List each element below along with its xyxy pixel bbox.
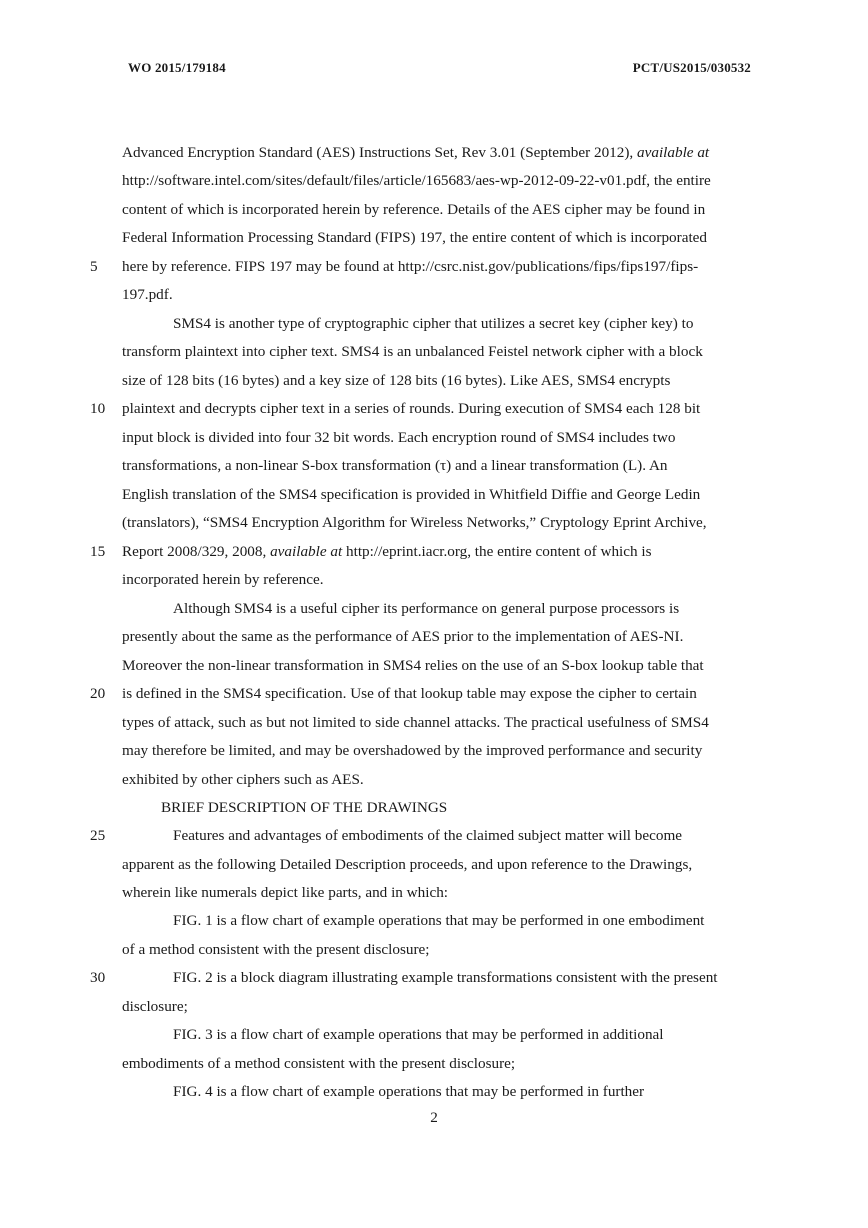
page-number: 2 xyxy=(430,1109,438,1126)
text-line: presently about the same as the performance of AES prior to the implementation of AES-NI. xyxy=(122,628,684,645)
text-line: embodiments of a method consistent with the present disclosure; xyxy=(122,1055,516,1072)
application-number: PCT/US2015/030532 xyxy=(632,60,751,75)
text-line: input block is divided into four 32 bit words. Each encryption round of SMS4 includes two xyxy=(122,429,676,446)
line-number: 20 xyxy=(90,685,106,702)
line-number: 10 xyxy=(90,400,106,417)
italic-phrase: available at xyxy=(637,144,710,161)
text-line: transform plaintext into cipher text. SMS4 is an unbalanced Feistel network cipher with a block xyxy=(122,343,703,360)
text-line: may therefore be limited, and may be overshadowed by the improved performance and security xyxy=(122,742,703,759)
text-line: disclosure; xyxy=(122,998,188,1015)
text-line: is defined in the SMS4 specification. Use of that lookup table may expose the cipher to certain xyxy=(122,685,697,702)
text-line: Report 2008/329, 2008, available at http://eprint.iacr.org, the entire content of which is xyxy=(122,543,652,560)
text-line: FIG. 2 is a block diagram illustrating example transformations consistent with the present xyxy=(173,969,718,986)
text-line: Federal Information Processing Standard (FIPS) 197, the entire content of which is incorporated xyxy=(122,229,708,246)
text-line: wherein like numerals depict like parts, and in which: xyxy=(122,884,449,901)
text-line: Advanced Encryption Standard (AES) Instructions Set, Rev 3.01 (September 2012), available at xyxy=(122,144,710,161)
text-line: size of 128 bits (16 bytes) and a key size of 128 bits (16 bytes). Like AES, SMS4 encrypts xyxy=(122,372,671,389)
text-line: of a method consistent with the present disclosure; xyxy=(122,941,430,958)
text-line: FIG. 4 is a flow chart of example operations that may be performed in further xyxy=(173,1083,645,1100)
text-line: exhibited by other ciphers such as AES. xyxy=(122,771,364,788)
text-line: Features and advantages of embodiments of the claimed subject matter will become xyxy=(173,827,683,844)
text-line: types of attack, such as but not limited to side channel attacks. The practical usefulness of SMS4 xyxy=(122,714,709,731)
text-line: FIG. 1 is a flow chart of example operations that may be performed in one embodiment xyxy=(173,912,705,929)
text-line: content of which is incorporated herein by reference. Details of the AES cipher may be found in xyxy=(122,201,706,218)
text-line: SMS4 is another type of cryptographic cipher that utilizes a secret key (cipher key) to xyxy=(173,315,694,332)
line-number: 15 xyxy=(90,543,106,560)
text-line: FIG. 3 is a flow chart of example operations that may be performed in additional xyxy=(173,1026,664,1043)
text-line: here by reference. FIPS 197 may be found at http://csrc.nist.gov/publications/fips/fips197/fips- xyxy=(122,258,699,275)
text-line: Moreover the non-linear transformation in SMS4 relies on the use of an S-box lookup table that xyxy=(122,657,704,674)
text-line: (translators), “SMS4 Encryption Algorithm for Wireless Networks,” Cryptology Eprint Archive, xyxy=(122,514,707,531)
section-heading: BRIEF DESCRIPTION OF THE DRAWINGS xyxy=(161,799,448,816)
text-line: incorporated herein by reference. xyxy=(122,571,324,588)
line-number: 30 xyxy=(90,969,106,986)
text-line: apparent as the following Detailed Description proceeds, and upon reference to the Drawings, xyxy=(122,856,693,873)
italic-phrase: available at xyxy=(270,543,343,560)
text-line: Although SMS4 is a useful cipher its performance on general purpose processors is xyxy=(173,600,680,617)
text-line: 197.pdf. xyxy=(122,286,173,303)
text-line: plaintext and decrypts cipher text in a series of rounds. During execution of SMS4 each 128 bit xyxy=(122,400,701,417)
publication-number: WO 2015/179184 xyxy=(128,60,226,75)
text-line: http://software.intel.com/sites/default/files/article/165683/aes-wp-2012-09-22-v01.pdf, the entire xyxy=(122,172,711,189)
text-line: English translation of the SMS4 specification is provided in Whitfield Diffie and George Ledin xyxy=(122,486,701,503)
line-number: 5 xyxy=(90,258,98,275)
text-line: transformations, a non-linear S-box transformation (τ) and a linear transformation (L). An xyxy=(122,457,668,474)
line-number: 25 xyxy=(90,827,106,844)
